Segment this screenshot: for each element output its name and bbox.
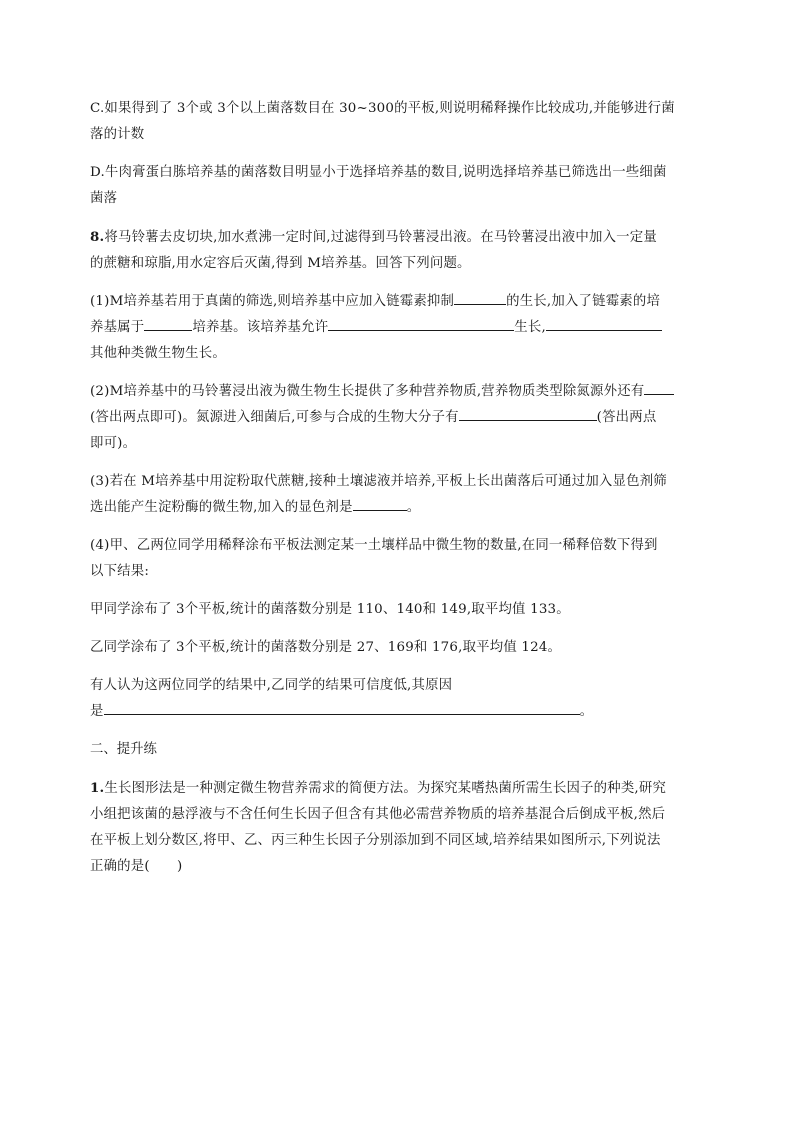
answer-blank[interactable] xyxy=(454,290,506,305)
jia-text: 甲同学涂布了 3个平板,统计的菌落数分别是 110、140和 149,取平均值 133。 xyxy=(90,602,570,617)
part1-text-c: 养基属于 xyxy=(90,320,145,335)
section-title: 二、提升练 xyxy=(90,742,157,757)
answer-blank[interactable] xyxy=(644,380,674,395)
part4-text-a: (4)甲、乙两位同学用稀释涂布平板法测定某一土壤样品中微生物的数量,在同一稀释倍数下得到 xyxy=(90,538,658,553)
part3-text-a: (3)若在 M培养基中用淀粉取代蔗糖,接种土壤滤液并培养,平板上长出菌落后可通过加入显色剂筛 xyxy=(90,474,667,489)
answer-blank[interactable] xyxy=(144,316,192,331)
option-d-line1: D.牛肉膏蛋白胨培养基的菌落数目明显小于选择培养基的数目,说明选择培养基已筛选出一些细菌 xyxy=(90,165,667,180)
part2-text-a: (2)M培养基中的马铃薯浸出液为微生物生长提供了多种营养物质,营养物质类型除氮源外还有 xyxy=(90,384,645,399)
option-c xyxy=(90,96,710,148)
document-page xyxy=(90,96,710,892)
question-8-part1 xyxy=(90,289,710,367)
question-8-line2: 的蔗糖和琼脂,用水定容后灭菌,得到 M培养基。回答下列问题。 xyxy=(90,256,471,271)
question-1-line2: 小组把该菌的悬浮液与不含任何生长因子但含有其他必需营养物质的培养基混合后倒成平板,然后 xyxy=(90,807,666,822)
question-8-part4 xyxy=(90,533,710,585)
answer-blank[interactable] xyxy=(459,406,597,421)
part1-text-d: 培养基。该培养基允许 xyxy=(192,320,329,335)
answer-blank[interactable] xyxy=(328,316,514,331)
question-8-number: 8. xyxy=(90,229,105,245)
question-1-number: 1. xyxy=(90,780,105,796)
part1-text-f: 其他种类微生物生长。 xyxy=(90,346,226,361)
part1-text-e: 生长, xyxy=(514,320,546,335)
question-1-line1: 生长图形法是一种测定微生物营养需求的简便方法。为探究某嗜热菌所需生长因子的种类,研究 xyxy=(104,781,667,796)
question-1-stem xyxy=(90,775,710,880)
option-c-line2: 落的计数 xyxy=(90,127,145,142)
student-yi-result xyxy=(90,635,710,661)
part1-text-a: (1)M培养基若用于真菌的筛选,则培养基中应加入链霉素抑制 xyxy=(90,294,455,309)
part1-text-b: 的生长,加入了链霉素的培 xyxy=(506,294,661,309)
reason-question xyxy=(90,673,710,725)
answer-blank[interactable] xyxy=(104,700,580,715)
question-8-stem xyxy=(90,224,710,277)
reason-text-b: 是 xyxy=(90,704,104,719)
option-c-line1: C.如果得到了 3个或 3个以上菌落数目在 30~300的平板,则说明稀释操作比较成功,并能够进行菌 xyxy=(90,101,675,116)
question-8-line1: 将马铃薯去皮切块,加水煮沸一定时间,过滤得到马铃薯浸出液。在马铃薯浸出液中加入一定量 xyxy=(104,230,657,245)
question-8-part2 xyxy=(90,379,710,457)
question-1-line4: 正确的是( ) xyxy=(90,859,183,874)
question-8-part3 xyxy=(90,469,710,521)
part3-text-c: 。 xyxy=(406,500,421,515)
reason-text-c: 。 xyxy=(579,704,594,719)
part2-text-d: 即可)。 xyxy=(90,436,137,451)
part2-text-c: (答出两点 xyxy=(596,410,657,425)
option-d-line2: 菌落 xyxy=(90,191,118,206)
part4-text-b: 以下结果: xyxy=(90,564,150,579)
answer-blank[interactable] xyxy=(546,316,662,331)
yi-text: 乙同学涂布了 3个平板,统计的菌落数分别是 27、169和 176,取平均值 124。 xyxy=(90,640,562,655)
option-d xyxy=(90,160,710,212)
student-jia-result xyxy=(90,597,710,623)
question-1-line3: 在平板上划分数区,将甲、乙、丙三种生长因子分别添加到不同区域,培养结果如图所示,下列说法 xyxy=(90,833,661,848)
part2-text-b: (答出两点即可)。氮源进入细菌后,可参与合成的生物大分子有 xyxy=(90,410,459,425)
part3-text-b: 选出能产生淀粉酶的微生物,加入的显色剂是 xyxy=(90,500,353,515)
reason-text-a: 有人认为这两位同学的结果中,乙同学的结果可信度低,其原因 xyxy=(90,678,453,693)
answer-blank[interactable] xyxy=(353,496,407,511)
